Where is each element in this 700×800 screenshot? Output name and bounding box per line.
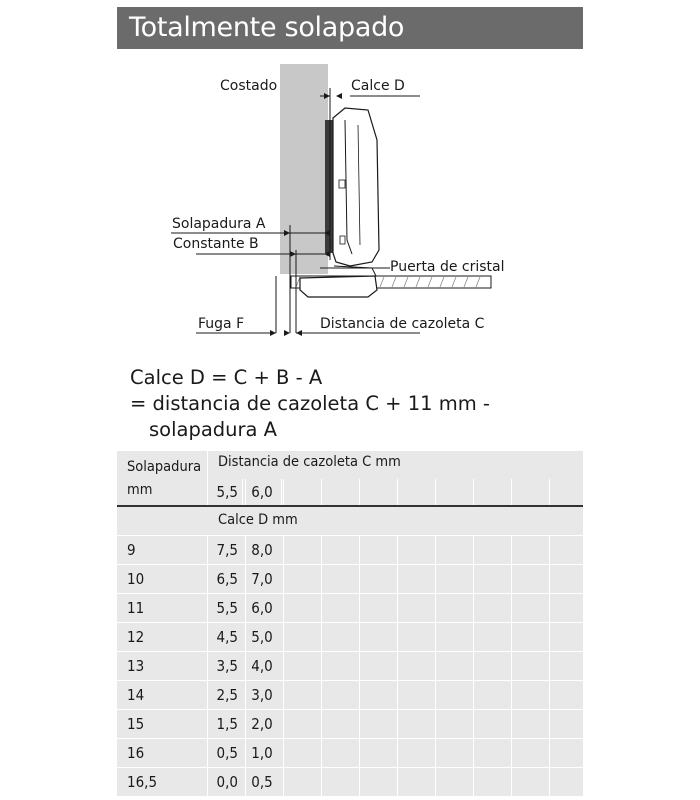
table-row [117,710,583,739]
calce-cell-2: 4,0 [251,657,273,675]
solapadura-cell: 9 [127,541,136,559]
table-row [117,594,583,623]
calce-cell-1: 0,5 [216,744,238,762]
calce-cell-2: 2,0 [251,715,273,733]
solapadura-cell: 13 [127,657,145,675]
solapadura-cell: 12 [127,628,145,646]
calce-cell-2: 8,0 [251,541,273,559]
hinge-cup [300,276,377,297]
label-solapadura-a: Solapadura A [172,216,266,232]
calce-cell-1: 0,0 [216,773,238,791]
solapadura-cell: 10 [127,570,145,588]
hinge-diagram [0,0,700,360]
calce-cell-2: 5,0 [251,628,273,646]
solapadura-cell: 15 [127,715,145,733]
calce-cell-2: 0,5 [251,773,273,791]
calce-cell-1: 7,5 [216,541,238,559]
table-row [117,623,583,652]
table-row [117,652,583,681]
solapadura-cell: 16,5 [127,773,158,791]
solapadura-header: Solapadura mm [127,459,202,498]
distance-header: Distancia de cazoleta C mm [218,454,401,470]
calce-cell-1: 5,5 [216,599,238,617]
calce-cell-1: 1,5 [216,715,238,733]
calce-cell-2: 3,0 [251,686,273,704]
distance-value-2: 6,0 [243,479,282,505]
table-header [117,451,583,505]
solapadura-cell: 14 [127,686,145,704]
calce-cell-1: 4,5 [216,628,238,646]
solapadura-cell: 16 [127,744,145,762]
table-row [117,536,583,565]
calce-cell-2: 6,0 [251,599,273,617]
calce-cell-2: 1,0 [251,744,273,762]
label-puerta-cristal: Puerta de cristal [390,259,505,275]
table-body [117,536,583,797]
table-row [117,565,583,594]
calce-cell-2: 7,0 [251,570,273,588]
distance-value-1: 5,5 [208,479,243,505]
page-title: Totalmente solapado [129,12,405,43]
distance-values [208,479,282,505]
calce-cell-1: 6,5 [216,570,238,588]
calce-table [117,451,583,797]
calce-subheader [117,507,583,536]
formula-line-3: solapadura A [149,418,278,441]
formula-line-1: Calce D = C + B - A [130,366,323,389]
label-distancia-c: Distancia de cazoleta C [320,316,485,332]
solapadura-cell: 11 [127,599,145,617]
formula-line-2: = distancia de cazoleta C + 11 mm - [130,392,490,415]
label-calce-d: Calce D [351,78,405,94]
label-costado: Costado [220,78,278,94]
calce-cell-1: 3,5 [216,657,238,675]
label-fuga-f: Fuga F [198,316,245,332]
calce-cell-1: 2,5 [216,686,238,704]
table-row [117,681,583,710]
formula [130,365,490,443]
label-constante-b: Constante B [173,236,259,252]
calce-header: Calce D mm [218,512,298,528]
table-row [117,768,583,797]
table-row [117,739,583,768]
